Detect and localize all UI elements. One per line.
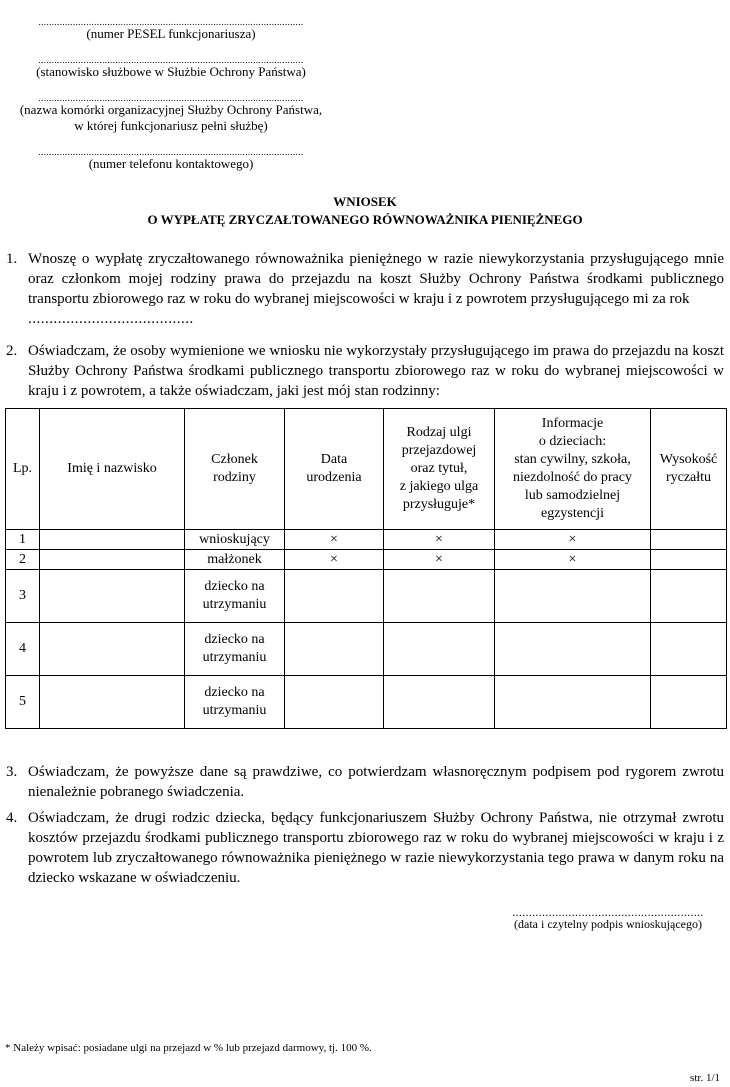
pesel-label: (numer PESEL funkcjonariusza) (86, 26, 256, 41)
document-title (0, 193, 730, 229)
cell-dob: × (285, 530, 384, 550)
pesel-field (4, 18, 338, 42)
cell-amount[interactable] (651, 550, 727, 570)
cell-amount[interactable] (651, 676, 727, 729)
table-row (6, 550, 727, 570)
cell-amount[interactable] (651, 570, 727, 623)
col-header-name: Imię i nazwisko (40, 409, 185, 530)
cell-lp: 1 (6, 530, 40, 550)
position-label: (stanowisko służbowe w Służbie Ochrony Państwa) (36, 64, 306, 79)
cell-lp: 5 (6, 676, 40, 729)
col-header-dob: Data urodzenia (285, 409, 384, 530)
table-header-row (6, 409, 727, 530)
col-header-discount: Rodzaj ulgi przejazdowej oraz tytuł, z jakiego ulga przysługuje* (384, 409, 495, 530)
cell-dob: × (285, 550, 384, 570)
dotted-line: .................................................................................................... (38, 56, 304, 64)
table-row (6, 530, 727, 550)
cell-lp: 4 (6, 623, 40, 676)
statement-text: Oświadczam, że drugi rodzic dziecka, będący funkcjonariuszem Służby Ochrony Państwa, nie otrzymał zwrotu kosztów przejazdu środkami publicznego transportu zbiorowego raz w roku do wybranej miejscowości w kraju i z powrotem lub zryczałtowanego równoważnika pieniężnego w razie niewykorzystania tego prawa w danym roku na dziecko wskazane w oświadczeniu. (28, 810, 724, 886)
table-row (6, 676, 727, 729)
statement-4 (6, 808, 724, 888)
cell-info: × (495, 550, 651, 570)
unit-field (4, 94, 338, 134)
statement-text: Oświadczam, że powyższe dane są prawdziwe, co potwierdzam własnoręcznym podpisem pod rygorem zwrotu nienależnie pobranego świadczenia. (28, 764, 724, 800)
cell-lp: 3 (6, 570, 40, 623)
unit-label-line1: (nazwa komórki organizacyjnej Służby Ochrony Państwa, (19, 102, 323, 117)
signature-block (490, 907, 726, 931)
signature-line[interactable]: .......................................................... (512, 907, 704, 917)
cell-name[interactable] (40, 623, 185, 676)
signature-label: (data i czytelny podpis wnioskującego) (514, 917, 702, 931)
cell-name[interactable] (40, 570, 185, 623)
phone-label: (numer telefonu kontaktowego) (88, 156, 254, 171)
cell-info[interactable] (495, 570, 651, 623)
statement-number: 3. (6, 764, 18, 780)
dotted-line: .................................................................................................... (38, 148, 304, 156)
statement-number: 1. (6, 251, 18, 267)
cell-dob[interactable] (285, 623, 384, 676)
cell-member: dziecko na utrzymaniu (185, 570, 285, 623)
statement-3 (6, 762, 724, 802)
statement-text: Oświadczam, że osoby wymienione we wniosku nie wykorzystały przysługującego im prawa do przejazdu na koszt Służby Ochrony Państwa środkami publicznego transportu zbiorowego raz w roku do wybranej miejscowości w kraju i z powrotem, a także oświadczam, jaki jest mój stan rodzinny: (28, 343, 724, 399)
table-row (6, 623, 727, 676)
cell-discount[interactable] (384, 570, 495, 623)
cell-name[interactable] (40, 550, 185, 570)
col-header-lp: Lp. (6, 409, 40, 530)
statement-number: 2. (6, 343, 18, 359)
year-blank: ....................................... (28, 311, 194, 327)
cell-discount: × (384, 530, 495, 550)
cell-info[interactable] (495, 676, 651, 729)
cell-info: × (495, 530, 651, 550)
col-header-children-info: Informacje o dzieciach: stan cywilny, szkoła, niezdolność do pracy lub samodzielnej egzystencji (495, 409, 651, 530)
statement-1 (6, 249, 724, 329)
footnote: * Należy wpisać: posiadane ulgi na przejazd w % lub przejazd darmowy, tj. 100 %. (5, 1042, 372, 1054)
title-line2: O WYPŁATĘ ZRYCZAŁTOWANEGO RÓWNOWAŻNIKA PIENIĘŻNEGO (147, 212, 583, 227)
cell-member: dziecko na utrzymaniu (185, 623, 285, 676)
statement-number: 4. (6, 810, 18, 826)
cell-name[interactable] (40, 530, 185, 550)
cell-amount[interactable] (651, 623, 727, 676)
statement-text: Wnoszę o wypłatę zryczałtowanego równoważnika pieniężnego w razie niewykorzystania przysługującego mnie oraz członkom mojej rodziny prawa do przejazdu na koszt Służby Ochrony Państwa środkami publicznego transportu zbiorowego raz w roku do wybranej miejscowości w kraju i z powrotem przysługującego mi za rok (28, 251, 724, 307)
cell-discount: × (384, 550, 495, 570)
cell-member: małżonek (185, 550, 285, 570)
col-header-amount: Wysokość ryczałtu (651, 409, 727, 530)
statement-2 (6, 341, 724, 401)
unit-label-line2: w której funkcjonariusz pełni służbę) (74, 118, 268, 133)
cell-discount[interactable] (384, 623, 495, 676)
family-table (5, 408, 727, 729)
dotted-line: .................................................................................................... (38, 94, 304, 102)
col-header-member: Członek rodziny (185, 409, 285, 530)
page-number: str. 1/1 (690, 1072, 720, 1084)
cell-lp: 2 (6, 550, 40, 570)
cell-discount[interactable] (384, 676, 495, 729)
cell-name[interactable] (40, 676, 185, 729)
cell-member: dziecko na utrzymaniu (185, 676, 285, 729)
cell-member: wnioskujący (185, 530, 285, 550)
title-line1: WNIOSEK (333, 194, 397, 209)
cell-amount[interactable] (651, 530, 727, 550)
cell-info[interactable] (495, 623, 651, 676)
phone-field (4, 148, 338, 172)
cell-dob[interactable] (285, 570, 384, 623)
position-field (4, 56, 338, 80)
table-row (6, 570, 727, 623)
dotted-line: .................................................................................................... (38, 18, 304, 26)
cell-dob[interactable] (285, 676, 384, 729)
